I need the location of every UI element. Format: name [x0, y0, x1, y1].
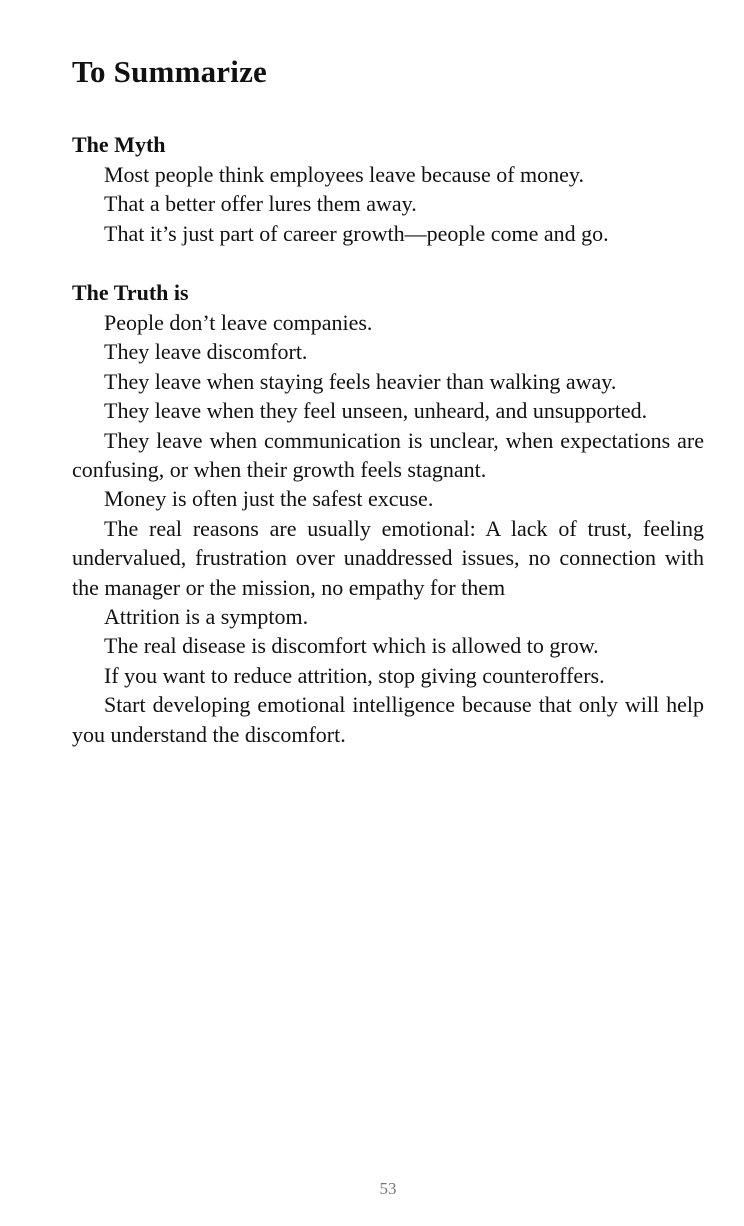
truth-paragraph: The real reasons are usually emotional: A lack of trust, feeling undervalued, frustration over unaddressed issues, no connection with the manager or the mission, no empathy for them [72, 515, 704, 600]
myth-paragraph: Most people think employees leave because of money. [104, 162, 584, 187]
page-title: To Summarize [72, 54, 267, 89]
myth-section [72, 130, 704, 248]
truth-paragraph: They leave when they feel unseen, unheard, and unsupported. [104, 398, 648, 424]
myth-paragraph: That it’s just part of career growth—people come and go. [104, 220, 609, 246]
truth-heading: The Truth is [72, 280, 189, 305]
truth-paragraph: They leave discomfort. [104, 339, 308, 365]
page-number: 53 [379, 1179, 397, 1198]
truth-paragraph: People don’t leave companies. [104, 310, 373, 335]
truth-paragraph: Start developing emotional intelligence because that only will help you understand the discomfort. [72, 692, 704, 747]
myth-paragraph: That a better offer lures them away. [104, 191, 417, 217]
truth-paragraph: If you want to reduce attrition, stop giving counteroffers. [104, 662, 605, 688]
truth-paragraph: Attrition is a symptom. [104, 604, 309, 630]
truth-paragraph: Money is often just the safest excuse. [104, 486, 434, 512]
book-page [72, 0, 704, 1226]
truth-section [72, 278, 704, 749]
truth-paragraph: They leave when staying feels heavier than walking away. [104, 368, 617, 394]
truth-paragraph: The real disease is discomfort which is allowed to grow. [104, 633, 599, 659]
truth-paragraph: They leave when communication is unclear, when expectations are confusing, or when their growth feels stagnant. [72, 427, 704, 483]
myth-heading: The Myth [72, 132, 166, 157]
